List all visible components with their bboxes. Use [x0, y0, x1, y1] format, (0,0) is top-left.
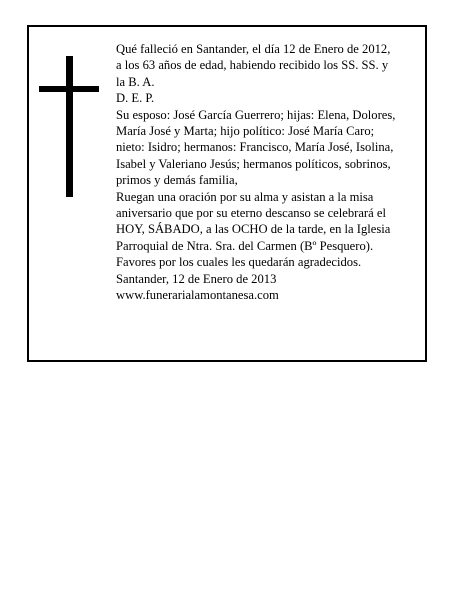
- request-line: HOY, SÁBADO, a las OCHO de la tarde, en la Iglesia: [116, 222, 391, 237]
- request-line: Ruegan una oración por su alma y asistan a la misa: [116, 189, 374, 204]
- cross-horizontal-bar: [39, 86, 99, 92]
- family-line: Su esposo: José García Guerrero; hijas: Elena, Dolores,: [116, 107, 396, 122]
- request-line: Favores por los cuales les quedarán agradecidos.: [116, 255, 362, 270]
- intro-line: la B. A.: [116, 74, 155, 89]
- intro-line: Qué falleció en Santander, el día 12 de Enero de 2012,: [116, 42, 391, 56]
- request-line: Parroquial de Ntra. Sra. del Carmen (Bº Pesquero).: [116, 238, 374, 253]
- family-line: primos y demás familia,: [116, 173, 238, 188]
- website-link[interactable]: www.funerarialamontanesa.com: [116, 288, 279, 303]
- notice-text: [116, 41, 421, 304]
- request-line: aniversario que por su eterno descanso se celebrará el: [116, 206, 386, 221]
- intro-line: a los 63 años de edad, habiendo recibido los SS. SS. y: [116, 58, 389, 73]
- rip-line: D. E. P.: [116, 91, 155, 106]
- family-line: María José y Marta; hijo político: José María Caro;: [116, 124, 375, 139]
- cross-vertical-bar: [66, 56, 73, 197]
- obituary-notice: [27, 25, 427, 362]
- family-line: Isabel y Valeriano Jesús; hermanos políticos, sobrinos,: [116, 156, 391, 171]
- family-line: nieto: Isidro; hermanos: Francisco, María José, Isolina,: [116, 140, 394, 155]
- place-date: Santander, 12 de Enero de 2013: [116, 271, 277, 286]
